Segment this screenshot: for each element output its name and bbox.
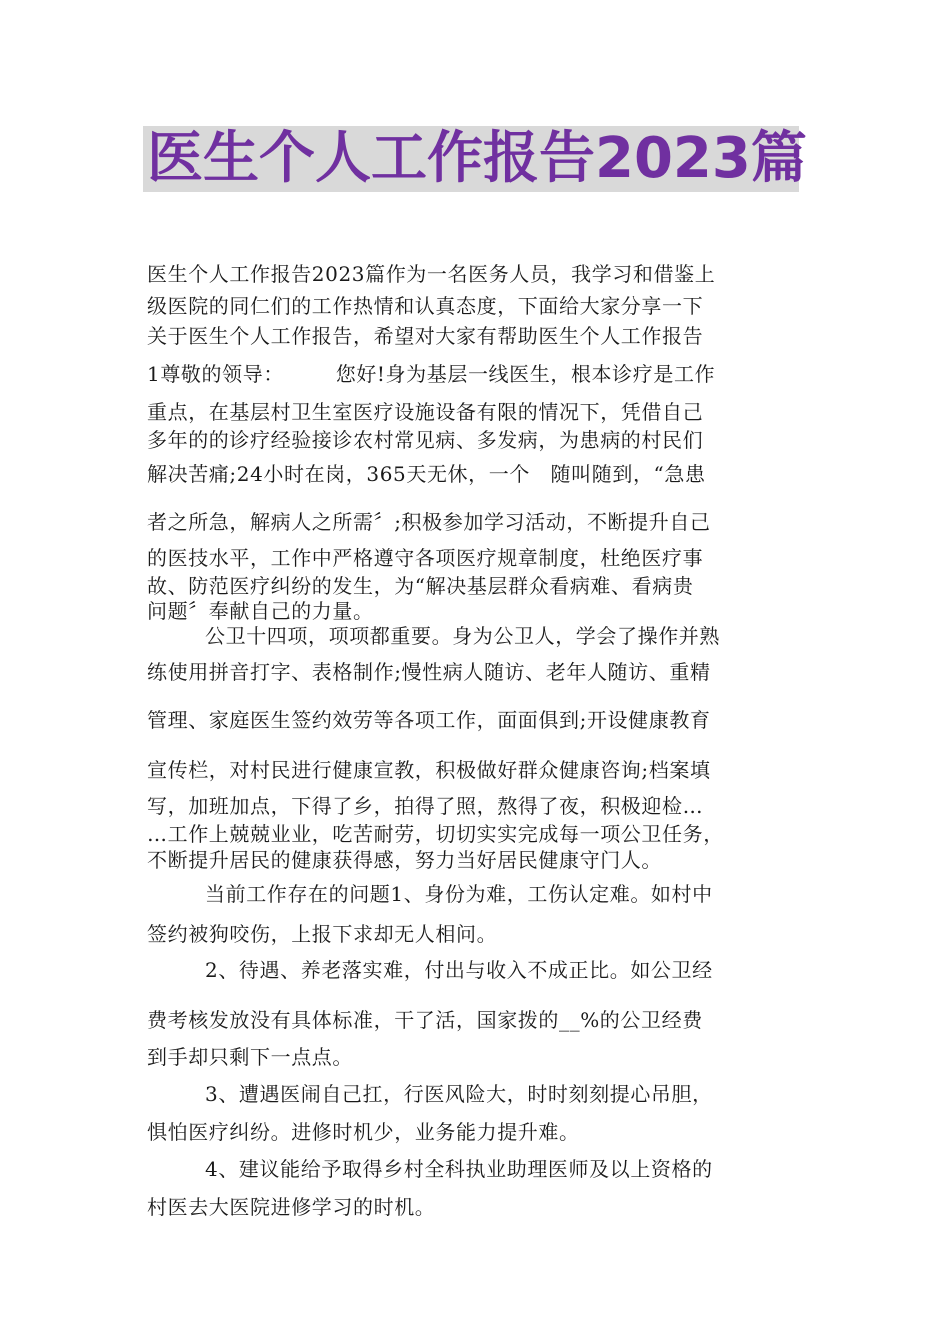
body-line: 2、待遇、养老落实难，付出与收入不成正比。如公卫经 bbox=[205, 958, 713, 982]
body-line: 练使用拼音打字、表格制作;慢性病人随访、老年人随访、重精 bbox=[147, 660, 711, 684]
body-line: 费考核发放没有具体标准，干了活，国家拨的__%的公卫经费 bbox=[147, 1008, 703, 1032]
body-line: 管理、家庭医生签约效劳等各项工作，面面俱到;开设健康教育 bbox=[147, 708, 711, 732]
body-line: 解决苦痛;24小时在岗，365天无休，一个 随叫随到，“急患 bbox=[147, 462, 706, 486]
document-title: 医生个人工作报告2023篇 bbox=[147, 126, 807, 191]
body-line: 宣传栏，对村民进行健康宣教，积极做好群众健康咨询;档案填 bbox=[147, 758, 711, 782]
body-line: 不断提升居民的健康获得感，努力当好居民健康守门人。 bbox=[147, 848, 662, 872]
body-line: 的医技水平，工作中严格遵守各项医疗规章制度，杜绝医疗事 bbox=[147, 546, 704, 570]
body-line: 写，加班加点，下得了乡，拍得了照，熬得了夜，积极迎检… bbox=[147, 794, 704, 818]
body-line: 1尊敬的领导： 您好!身为基层一线医生，根本诊疗是工作 bbox=[147, 362, 716, 386]
body-line: 到手却只剩下一点点。 bbox=[147, 1045, 353, 1069]
body-line: 4、建议能给予取得乡村全科执业助理医师及以上资格的 bbox=[205, 1157, 713, 1181]
body-line: …工作上兢兢业业，吃苦耐劳，切切实实完成每一项公卫任务， bbox=[147, 822, 724, 846]
body-line: 关于医生个人工作报告，希望对大家有帮助医生个人工作报告 bbox=[147, 324, 704, 348]
body-line: 故、防范医疗纠纷的发生，为“解决基层群众看病难、看病贵 bbox=[147, 574, 694, 598]
body-line: 签约被狗咬伤，上报下求却无人相问。 bbox=[147, 922, 498, 946]
body-line: 公卫十四项，项项都重要。身为公卫人，学会了操作并熟 bbox=[205, 624, 720, 648]
body-line: 级医院的同仁们的工作热情和认真态度，下面给大家分享一下 bbox=[147, 294, 704, 318]
body-line: 者之所急，解病人之所需〞;积极参加学习活动，不断提升自己 bbox=[147, 510, 711, 534]
body-line: 3、遭遇医闹自己扛，行医风险大，时时刻刻提心吊胆， bbox=[205, 1082, 713, 1106]
body-line: 多年的的诊疗经验接诊农村常见病、多发病，为患病的村民们 bbox=[147, 428, 704, 452]
body-line: 问题〞奉献自己的力量。 bbox=[147, 599, 374, 623]
body-line: 惧怕医疗纠纷。进修时机少，业务能力提升难。 bbox=[147, 1120, 580, 1144]
body-line: 当前工作存在的问题1、身份为难，工伤认定难。如村中 bbox=[205, 882, 713, 906]
body-line: 重点，在基层村卫生室医疗设施设备有限的情况下，凭借自己 bbox=[147, 400, 704, 424]
body-line: 村医去大医院进修学习的时机。 bbox=[147, 1195, 436, 1219]
body-line: 医生个人工作报告2023篇作为一名医务人员，我学习和借鉴上 bbox=[147, 262, 716, 286]
